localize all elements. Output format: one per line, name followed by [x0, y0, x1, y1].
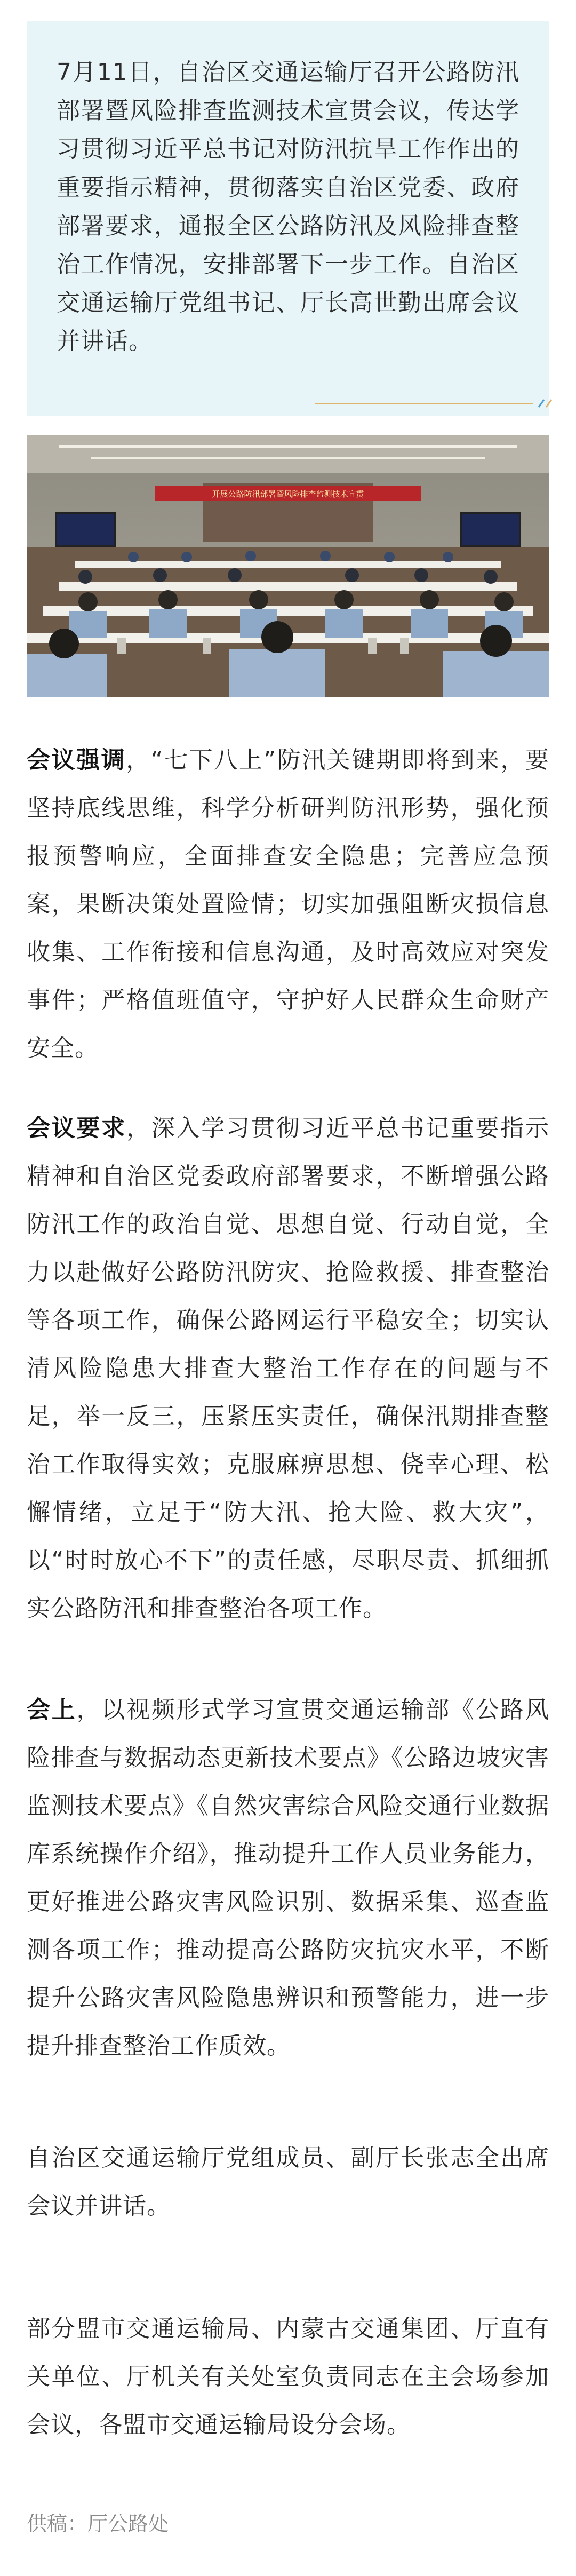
paragraph-body: 自治区交通运输厅党组成员、副厅长张志全出席会议并讲话。 [27, 2144, 549, 2220]
meeting-photo [27, 435, 549, 697]
paragraph-meeting-requirements [27, 1104, 549, 1633]
paragraph-attendees [27, 2305, 549, 2449]
paragraph-body: 部分盟市交通运输局、内蒙古交通集团、厅直有关单位、厅机关有关处室负责同志在主会场参加会议，各盟市交通运输局设分会场。 [27, 2315, 549, 2438]
paragraph-meeting-emphasis [27, 736, 549, 1072]
photo-banner-text: 开展公路防汛部署暨风险排查监测技术宣贯 [212, 489, 364, 499]
paragraph-lead: 会上 [27, 1696, 77, 1723]
paragraph-lead: 会议强调 [27, 746, 126, 774]
decorative-divider-icon [315, 397, 555, 408]
paragraph-body: ，以视频形式学习宣贯交通运输部《公路风险排查与数据动态更新技术要点》《公路边坡灾害监测技术要点》《自然灾害综合风险交通行业数据库系统操作介绍》，推动提升工作人员业务能力，更好推进公路灾害风险识别、数据采集、巡查监测各项工作；推动提高公路防灾抗灾水平，不断提升公路灾害风险隐患辨识和预警能力，进一步提升排查整治工作质效。 [27, 1696, 549, 2060]
paragraph-video-session [27, 1686, 549, 2070]
source-credit: 供稿：厅公路处 [27, 2512, 169, 2535]
paragraph-lead: 会议要求 [27, 1115, 126, 1142]
paragraph-body: ，深入学习贯彻习近平总书记重要指示精神和自治区党委政府部署要求，不断增强公路防汛工作的政治自觉、思想自觉、行动自觉，全力以赴做好公路防汛防灾、抢险救援、排查整治等各项工作，确保公路网运行平稳安全；切实认清风险隐患大排查大整治工作存在的问题与不足，举一反三，压紧压实责任，确保汛期排查整治工作取得实效；克服麻痹思想、侥幸心理、松懈情绪，立足于“防大汛、抢大险、救大灾”，以“时时放心不下”的责任感，尽职尽责、抓细抓实公路防汛和排查整治各项工作。 [27, 1115, 549, 1622]
intro-text: 7月11日，自治区交通运输厅召开公路防汛部署暨风险排查监测技术宣贯会议，传达学习贯彻习近平总书记对防汛抗旱工作作出的重要指示精神，贯彻落实自治区党委、政府部署要求，通报全区公路防汛及风险排查整治工作情况，安排部署下一步工作。自治区交通运输厅党组书记、厅长高世勤出席会议并讲话。 [57, 59, 519, 355]
intro-box [27, 21, 549, 416]
paragraph-body: ，“七下八上”防汛关键期即将到来，要坚持底线思维，科学分析研判防汛形势，强化预报预警响应，全面排查安全隐患；完善应急预案，果断决策处置险情；切实加强阻断灾损信息收集、工作衔接和信息沟通，及时高效应对突发事件；严格值班值守，守护好人民群众生命财产安全。 [27, 746, 550, 1062]
paragraph-deputy-speech [27, 2134, 549, 2230]
